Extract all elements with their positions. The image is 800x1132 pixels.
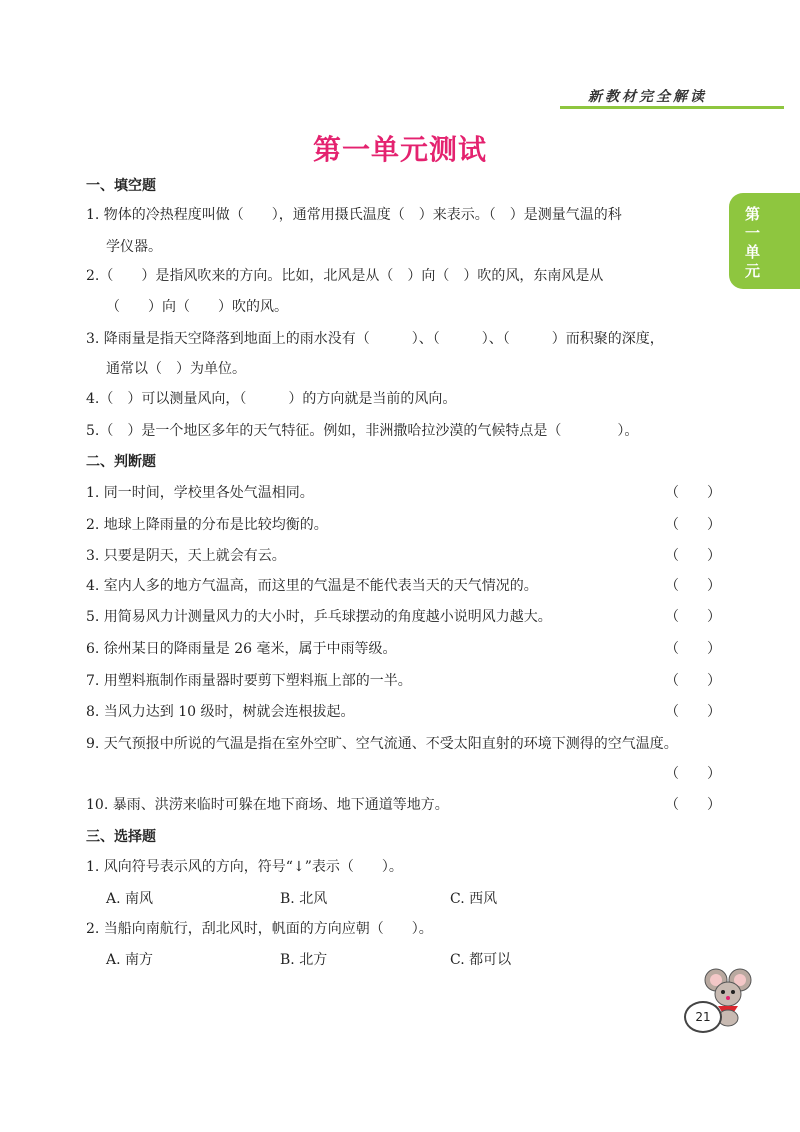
fill-blank-q2: 2.（ ）是指风吹来的方向。比如，北风是从（ ）向（ ）吹的风，东南风是从 bbox=[86, 268, 604, 284]
true-false-q7: 7. 用塑料瓶制作雨量器时要剪下塑料瓶上部的一半。 bbox=[86, 673, 412, 689]
fill-blank-q3: 3. 降雨量是指天空降落到地面上的雨水没有（ ）、（ ）、（ ）而积聚的深度， bbox=[86, 331, 664, 347]
answer-paren: （ ） bbox=[665, 766, 721, 782]
choice-q2-option-b: B. 北方 bbox=[280, 952, 328, 968]
choice-q1-option-b: B. 北风 bbox=[280, 891, 328, 907]
side-tab bbox=[729, 193, 800, 289]
true-false-q1: 1. 同一时间，学校里各处气温相同。 bbox=[86, 485, 314, 501]
side-tab-label: 第一单元 bbox=[745, 205, 761, 280]
answer-paren: （ ） bbox=[665, 609, 721, 625]
choice-q1-option-a: A. 南风 bbox=[106, 891, 154, 907]
header-rule bbox=[560, 106, 784, 109]
true-false-q8: 8. 当风力达到 10 级时，树就会连根拔起。 bbox=[86, 704, 355, 720]
true-false-q9: 9. 天气预报中所说的气温是指在室外空旷、空气流通、不受太阳直射的环境下测得的空气温度。 bbox=[86, 736, 678, 752]
page-title: 第一单元测试 bbox=[312, 133, 487, 166]
fill-blank-q2-cont: （ ）向（ ）吹的风。 bbox=[106, 299, 288, 315]
true-false-q4: 4. 室内人多的地方气温高，而这里的气温是不能代表当天的天气情况的。 bbox=[86, 578, 538, 594]
brand-header: 新教材完全解读 bbox=[588, 89, 707, 105]
choice-q2-option-c: C. 都可以 bbox=[450, 952, 512, 968]
section-heading-multiple-choice: 三、选择题 bbox=[86, 829, 156, 845]
answer-paren: （ ） bbox=[665, 797, 721, 813]
fill-blank-q4: 4.（ ）可以测量风向，（ ）的方向就是当前的风向。 bbox=[86, 391, 457, 407]
fill-blank-q5: 5.（ ）是一个地区多年的天气特征。例如，非洲撒哈拉沙漠的气候特点是（ ）。 bbox=[86, 423, 639, 439]
answer-paren: （ ） bbox=[665, 673, 721, 689]
true-false-q3: 3. 只要是阴天，天上就会有云。 bbox=[86, 548, 286, 564]
fill-blank-q3-cont: 通常以（ ）为单位。 bbox=[106, 361, 246, 377]
section-heading-true-false: 二、判断题 bbox=[86, 454, 156, 470]
answer-paren: （ ） bbox=[665, 548, 721, 564]
fill-blank-q1: 1. 物体的冷热程度叫做（ ），通常用摄氏温度（ ）来表示。（ ）是测量气温的科 bbox=[86, 207, 622, 223]
true-false-q6: 6. 徐州某日的降雨量是 26 毫米，属于中雨等级。 bbox=[86, 641, 397, 657]
answer-paren: （ ） bbox=[665, 578, 721, 594]
fill-blank-q1-cont: 学仪器。 bbox=[106, 239, 162, 255]
choice-q1-option-c: C. 西风 bbox=[450, 891, 498, 907]
answer-paren: （ ） bbox=[665, 704, 721, 720]
section-heading-fill-blank: 一、填空题 bbox=[86, 178, 156, 194]
choice-q1: 1. 风向符号表示风的方向，符号“↓”表示（ ）。 bbox=[86, 859, 403, 875]
answer-paren: （ ） bbox=[665, 485, 721, 501]
page-number: 21 bbox=[684, 1001, 722, 1033]
answer-paren: （ ） bbox=[665, 517, 721, 533]
true-false-q5: 5. 用简易风力计测量风力的大小时，乒乓球摆动的角度越小说明风力越大。 bbox=[86, 609, 552, 625]
choice-q2-option-a: A. 南方 bbox=[106, 952, 154, 968]
true-false-q2: 2. 地球上降雨量的分布是比较均衡的。 bbox=[86, 517, 328, 533]
answer-paren: （ ） bbox=[665, 641, 721, 657]
choice-q2: 2. 当船向南航行，刮北风时，帆面的方向应朝（ ）。 bbox=[86, 921, 433, 937]
true-false-q10: 10. 暴雨、洪涝来临时可躲在地下商场、地下通道等地方。 bbox=[86, 797, 449, 813]
